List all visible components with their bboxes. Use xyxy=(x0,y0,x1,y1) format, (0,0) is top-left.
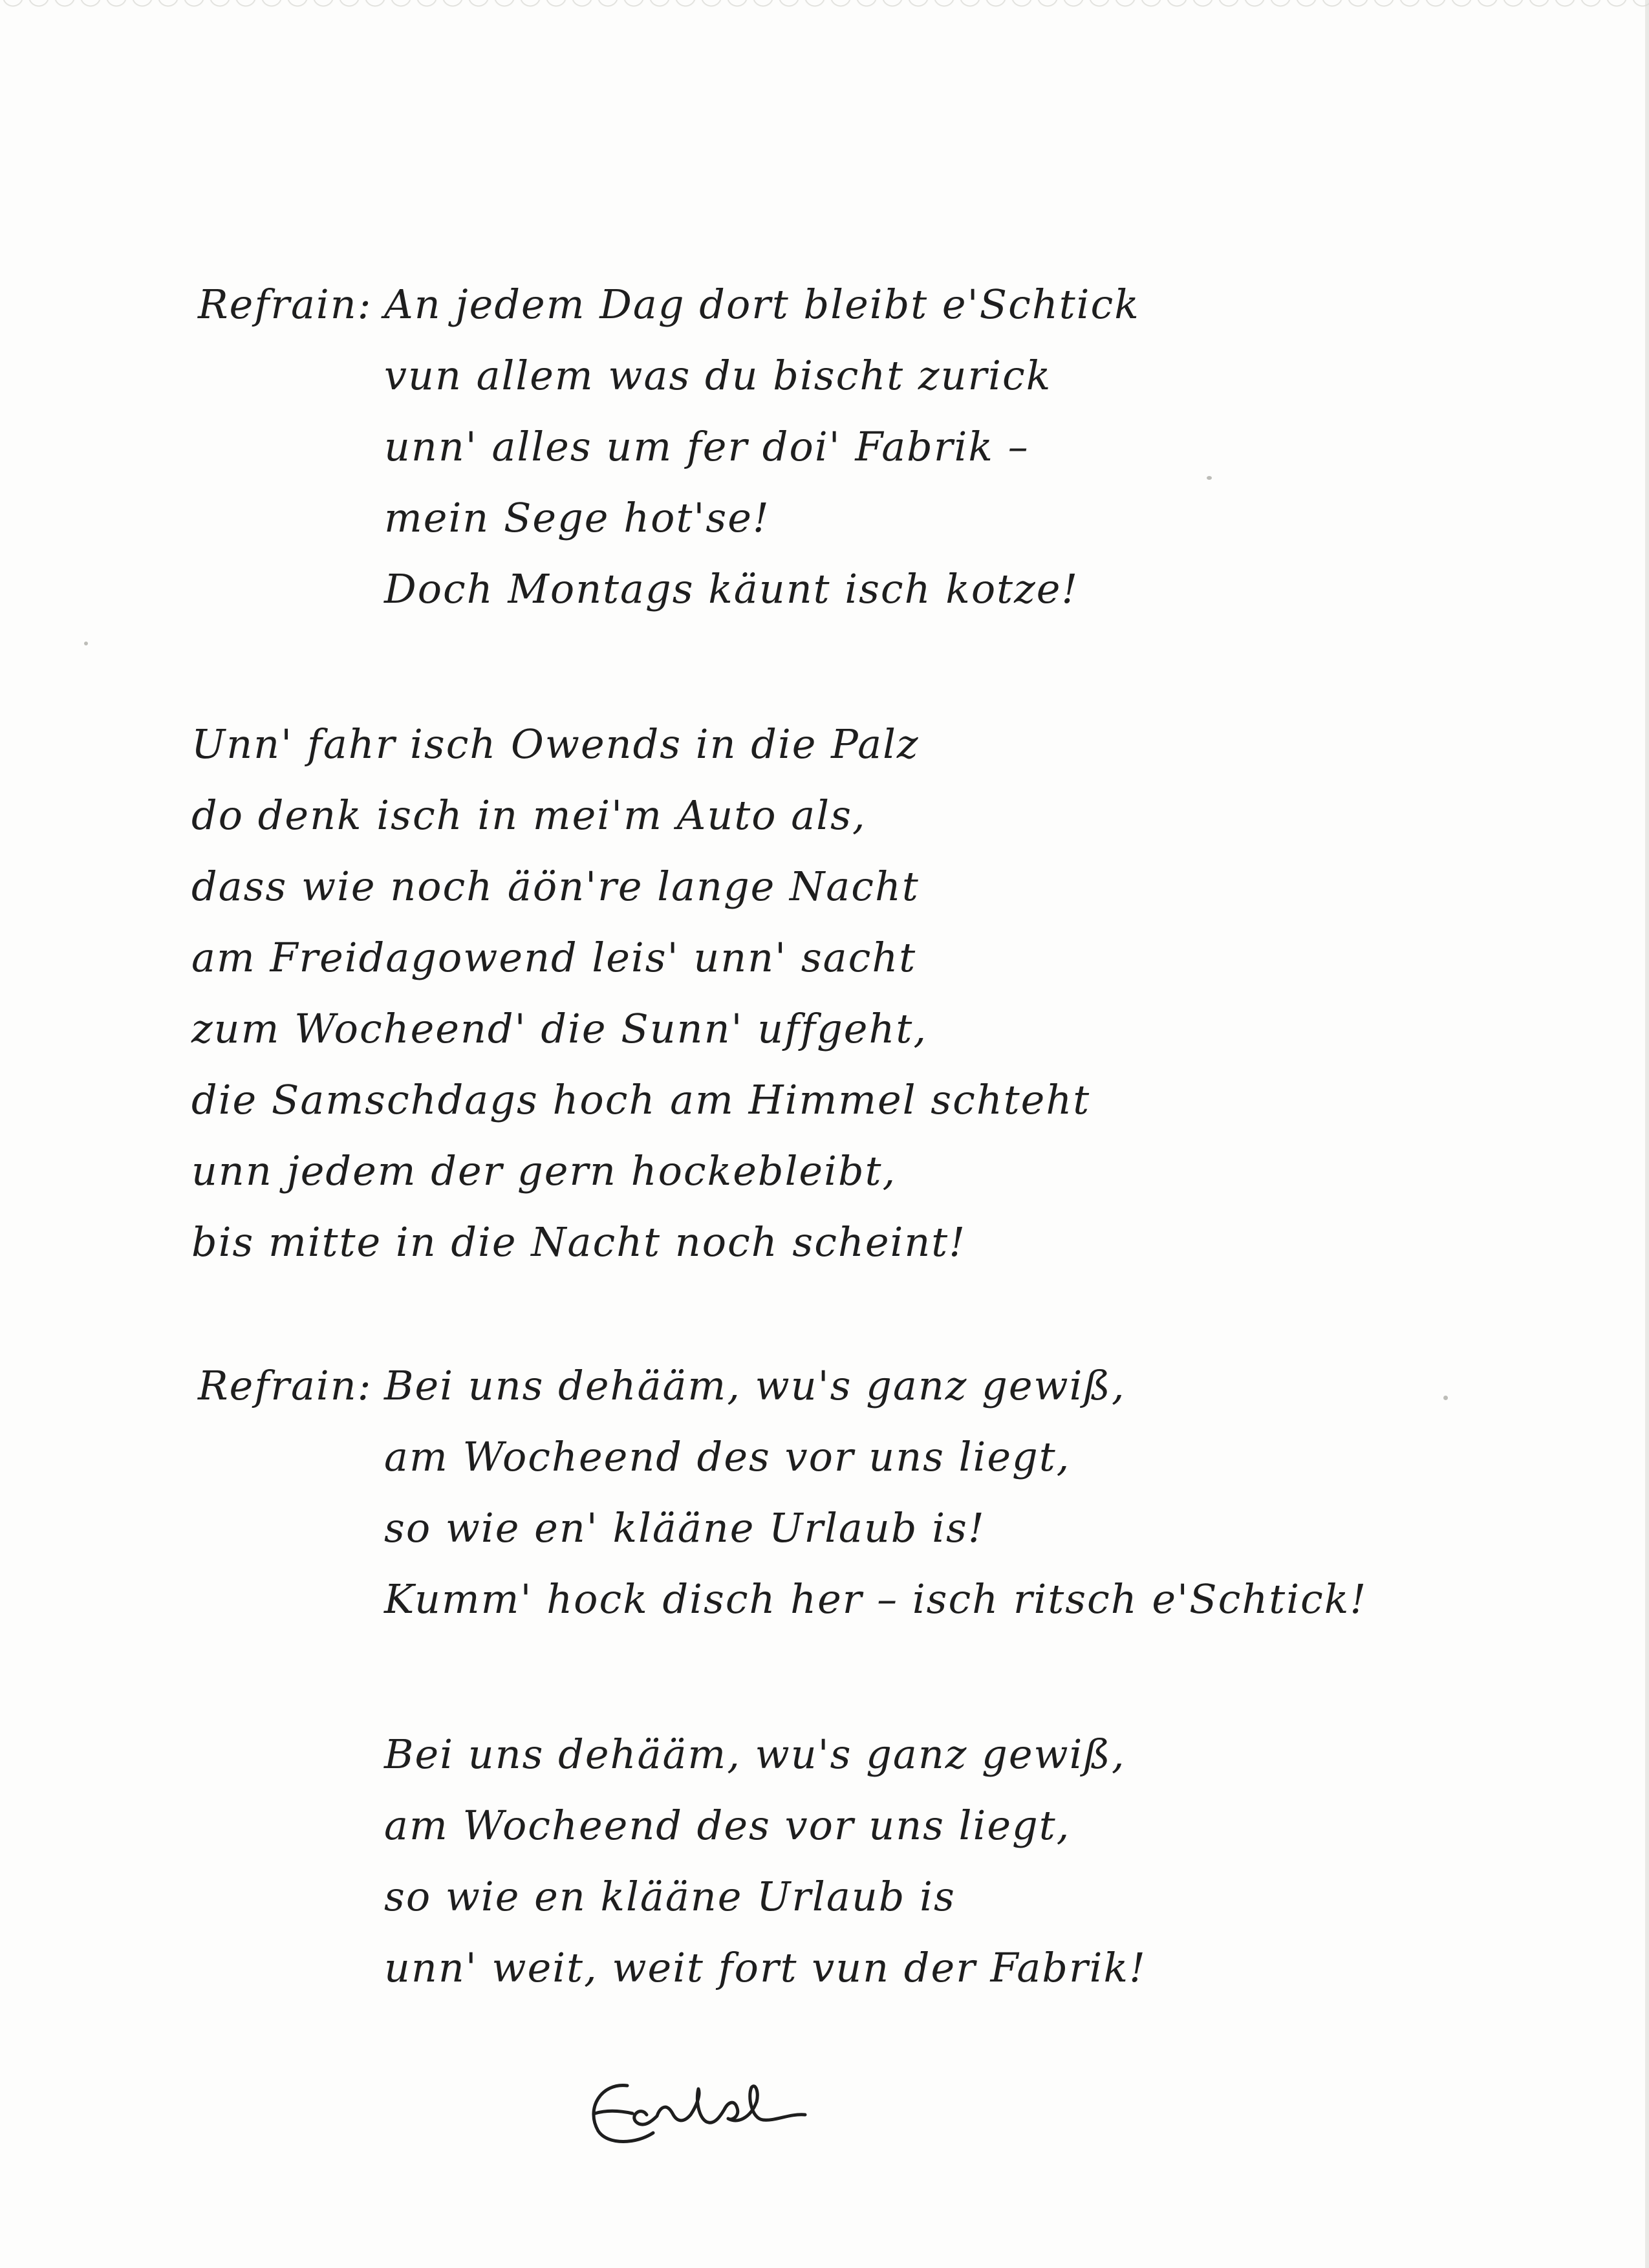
verse-line: do denk isch in mei'm Auto als, xyxy=(191,792,867,839)
refrain-line: so wie en' kläänе Urlaub is! xyxy=(384,1504,986,1551)
verse-line: Unn' fahr isch Owends in die Palz xyxy=(191,720,920,768)
refrain-stanza-2 xyxy=(198,1350,1367,1635)
refrain-line: Bei uns dehääm, wu's ganz gewiß, xyxy=(384,1362,1126,1409)
refrain-label: Refrain: xyxy=(198,1362,372,1409)
refrain-stanza-1 xyxy=(198,269,1140,625)
verse-line: am Freidagowend leis' unn' sacht xyxy=(191,934,917,981)
refrain-line: am Wocheend des vor uns liegt, xyxy=(384,1433,1071,1480)
coda-line: unn' weit, weit fort vun der Fabrik! xyxy=(384,1944,1147,1991)
refrain-line: vun allem was du bischt zurick xyxy=(384,352,1052,399)
handwritten-signature xyxy=(582,2057,815,2154)
scalloped-top-edge xyxy=(0,0,1649,12)
verse-line: unn jedem der gern hockebleibt, xyxy=(191,1147,897,1194)
coda-line: Bei uns dehääm, wu's ganz gewiß, xyxy=(384,1731,1126,1778)
verse-stanza xyxy=(191,709,1090,1278)
verse-line: die Samschdags hoch am Himmel schteht xyxy=(191,1076,1091,1123)
refrain-line: mein Sege hot'se! xyxy=(384,494,770,541)
coda-line: am Wocheend des vor uns liegt, xyxy=(384,1802,1071,1849)
paper-speck xyxy=(1207,476,1212,480)
verse-line: dass wie noch äön're lange Nacht xyxy=(191,863,920,910)
refrain-line: Kumm' hock disch her – isch ritsch e'Schtick! xyxy=(384,1575,1368,1623)
refrain-line: An jedem Dag dort bleibt e'Schtick xyxy=(384,281,1140,328)
paper-speck xyxy=(84,642,88,645)
refrain-label: Refrain: xyxy=(198,281,372,328)
verse-line: bis mitte in die Nacht noch scheint! xyxy=(191,1218,967,1266)
coda-line: so wie en kläänе Urlaub is xyxy=(384,1873,956,1920)
refrain-line: Doch Montags käunt isch kotze! xyxy=(384,565,1079,612)
verse-line: zum Wocheend' die Sunn' uffgeht, xyxy=(191,1005,928,1052)
paper-speck xyxy=(1443,1396,1448,1400)
coda-stanza xyxy=(384,1719,1147,2003)
refrain-line: unn' alles um fer doi' Fabrik – xyxy=(384,423,1029,470)
